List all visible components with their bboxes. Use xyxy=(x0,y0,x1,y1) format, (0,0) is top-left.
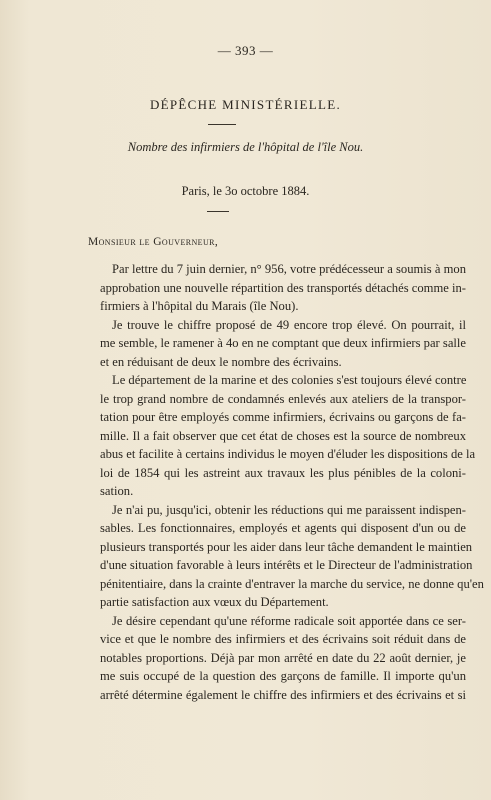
paragraph-2 xyxy=(88,316,466,372)
text-line: firmiers à l'hôpital du Marais (île Nou). xyxy=(100,299,299,313)
page-title: DÉPÊCHE MINISTÉRIELLE. xyxy=(149,97,342,112)
paragraph-1 xyxy=(88,260,466,316)
text-line: notables proportions. Déjà par mon arrêté en date du 22 août dernier, je xyxy=(100,650,466,665)
dateline-divider xyxy=(207,211,229,212)
page-subtitle: Nombre des infirmiers de l'hôpital de l'île Nou. xyxy=(127,140,364,154)
text-line: pénitentiaire, dans la crainte d'entraver la marche du service, ne donne qu'en xyxy=(100,576,484,591)
letter-body xyxy=(88,260,484,704)
text-line: Je n'ai pu, jusqu'ici, obtenir les réductions qui me paraissent indispen- xyxy=(112,502,466,517)
text-line: mille. Il a fait observer que cet état de choses est la source de nombreux xyxy=(100,428,466,443)
text-line: Je désire cependant qu'une réforme radicale soit apportée dans ce ser- xyxy=(112,613,466,628)
text-line: d'une situation favorable à leurs intérêts et le Directeur de l'administration xyxy=(100,558,473,572)
text-line: sables. Les fonctionnaires, employés et agents qui disposent d'un ou de xyxy=(100,521,466,535)
text-line: abus et facilite à certains individus le moyen d'éluder les dispositions de la xyxy=(100,447,476,461)
text-line: me semble, le ramener à 4o en ne comptant que deux infirmiers par salle xyxy=(100,336,466,350)
text-line: plusieurs transportés pour les aider dans leur tâche demandent le maintien xyxy=(100,539,473,554)
text-line: loi de 1854 qui les astreint aux travaux les plus pénibles de la coloni- xyxy=(100,465,466,480)
paragraph-3 xyxy=(88,371,476,501)
paragraph-5 xyxy=(88,612,466,705)
text-line: me suis occupé de la question des garçons de famille. Il importe qu'un xyxy=(100,669,466,683)
text-line: partie satisfaction aux vœux du Département. xyxy=(100,595,329,609)
text-line: Je trouve le chiffre proposé de 49 encore trop élevé. On pourrait, il xyxy=(112,317,466,332)
text-line: Le département de la marine et des colonies s'est toujours élevé contre xyxy=(112,373,467,387)
text-line: tation pour être employés comme infirmiers, écrivains ou garçons de fa- xyxy=(100,410,466,424)
salutation-text: Monsieur le Gouverneur, xyxy=(88,236,219,248)
title-divider xyxy=(208,124,236,125)
dateline: Paris, le 3o octobre 1884. xyxy=(181,184,310,198)
salutation xyxy=(88,236,218,248)
text-line: le trop grand nombre de condamnés enlevés aux ateliers de la transpor- xyxy=(100,391,466,406)
paragraph-4 xyxy=(88,501,484,612)
text-line: arrêté détermine également le chiffre des infirmiers et des écrivains et si xyxy=(100,687,466,702)
text-line: sation. xyxy=(100,484,134,498)
text-line: et en réduisant de deux le nombre des écrivains. xyxy=(100,354,342,369)
page-number: — 393 — xyxy=(217,43,274,58)
text-line: Par lettre du 7 juin dernier, n° 956, votre prédécesseur a soumis à mon xyxy=(112,262,466,276)
text-line: vice et que le nombre des infirmiers et des écrivains soit réduit dans de xyxy=(100,632,466,646)
text-line: approbation une nouvelle répartition des transportés détachés comme in- xyxy=(100,280,466,295)
